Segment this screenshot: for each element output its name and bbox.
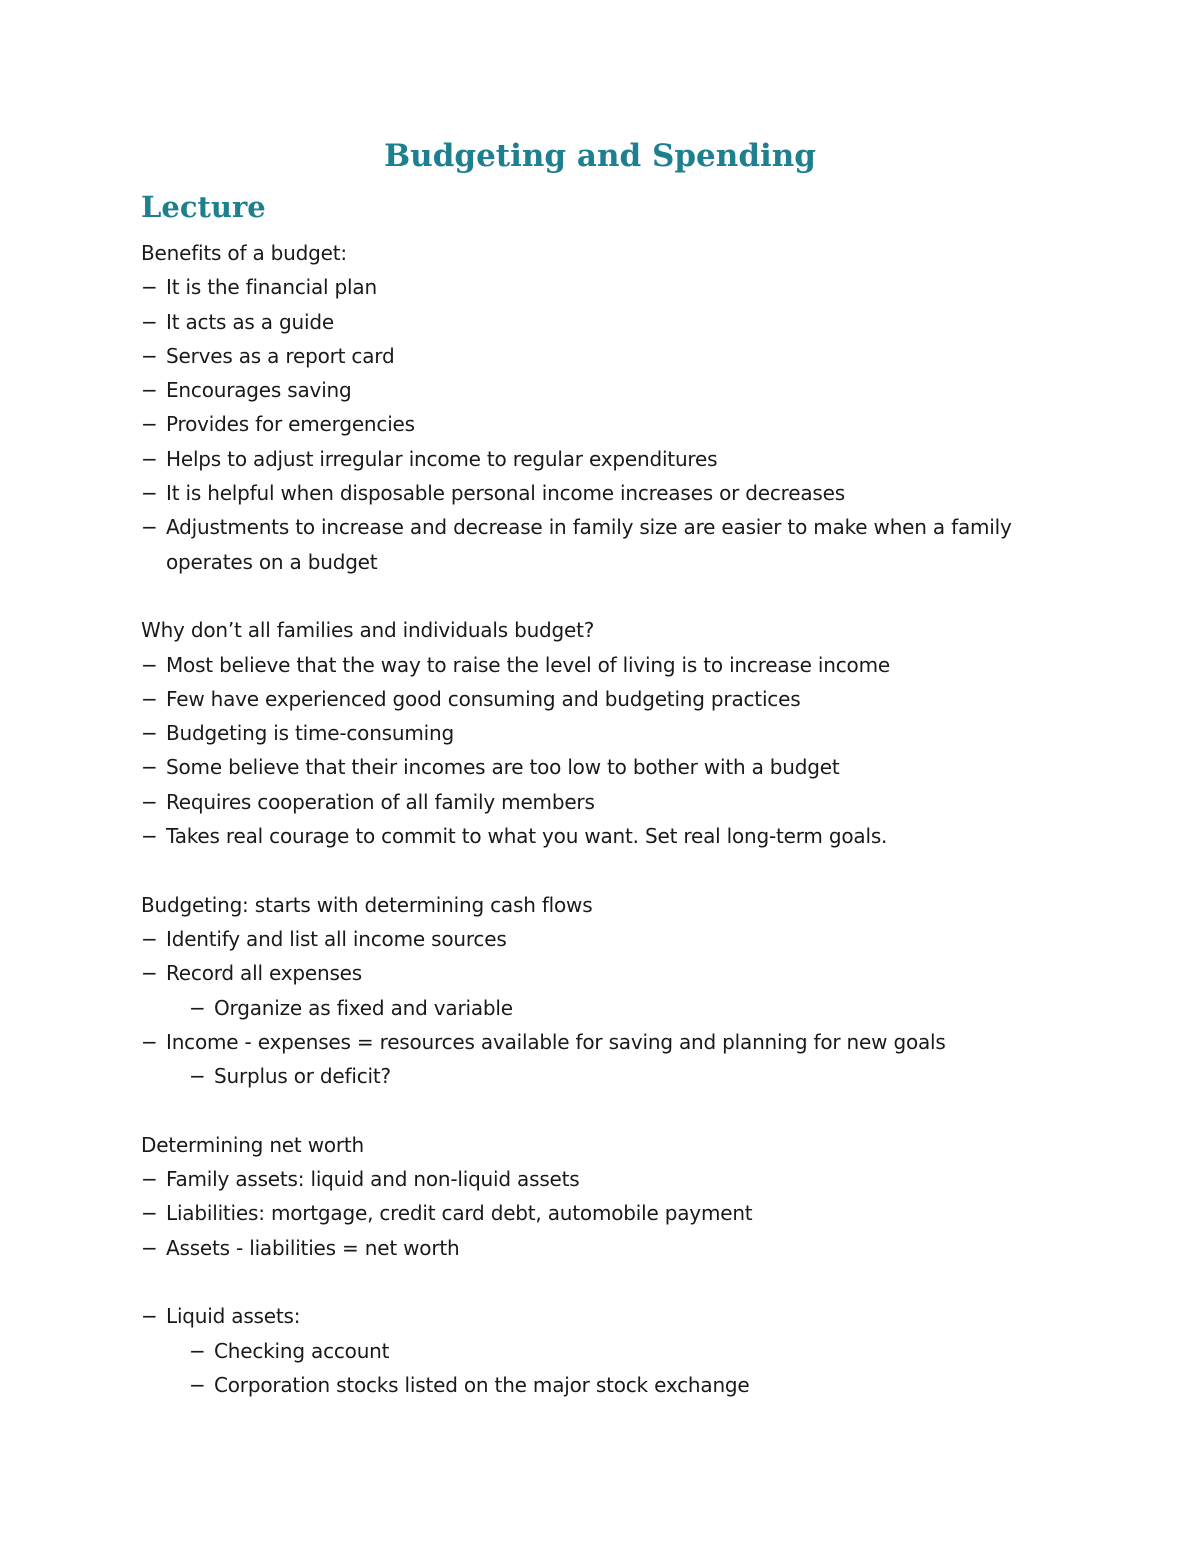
sub-list-item: − Checking account — [141, 1334, 1071, 1368]
list-item: − Budgeting is time-consuming — [141, 716, 1071, 750]
sub-list-item: − Organize as fixed and variable — [141, 991, 1071, 1025]
dash-bullet: − — [141, 1201, 158, 1226]
dash-bullet: − — [141, 824, 158, 849]
list-item: − Identify and list all income sources — [141, 922, 1071, 956]
list-item: − Requires cooperation of all family members — [141, 785, 1071, 819]
document-title: Budgeting and Spending — [383, 138, 816, 174]
list-item: − Family assets: liquid and non-liquid assets — [141, 1162, 1071, 1196]
list-item: − Assets - liabilities = net worth — [141, 1231, 1071, 1265]
dash-bullet: − — [141, 446, 158, 471]
dash-bullet: − — [189, 995, 206, 1020]
list-item: − Liquid assets: — [141, 1299, 1071, 1333]
dash-bullet: − — [141, 343, 158, 368]
list-item: − Serves as a report card — [141, 339, 1071, 373]
list-item: − It is helpful when disposable personal income increases or decreases — [141, 476, 1071, 510]
list-item: − Some believe that their incomes are too low to bother with a budget — [141, 750, 1071, 784]
list-item: − Adjustments to increase and decrease in family size are easier to make when a family operates on a budget — [141, 510, 1071, 579]
dash-bullet: − — [141, 1029, 158, 1054]
dash-bullet: − — [141, 686, 158, 711]
list-item: − Takes real courage to commit to what you want. Set real long-term goals. — [141, 819, 1071, 853]
dash-bullet: − — [141, 378, 158, 403]
dash-bullet: − — [141, 789, 158, 814]
list-item: − Few have experienced good consuming and budgeting practices — [141, 682, 1071, 716]
dash-bullet: − — [189, 1338, 206, 1363]
dash-bullet: − — [141, 481, 158, 506]
dash-bullet: − — [141, 926, 158, 951]
sub-list-item: − Corporation stocks listed on the major stock exchange — [141, 1368, 1071, 1402]
dash-bullet: − — [141, 1235, 158, 1260]
dash-bullet: − — [189, 1372, 206, 1397]
sub-list-item: − Surplus or deficit? — [141, 1059, 1071, 1093]
list-item: − Record all expenses — [141, 956, 1071, 990]
networth-heading: Determining net worth — [141, 1132, 365, 1157]
dash-bullet: − — [189, 1064, 206, 1089]
list-item: − Encourages saving — [141, 373, 1071, 407]
list-item: − It is the financial plan — [141, 270, 1071, 304]
list-item: − Most believe that the way to raise the level of living is to increase income — [141, 648, 1071, 682]
dash-bullet: − — [141, 412, 158, 437]
list-item: − Liabilities: mortgage, credit card debt, automobile payment — [141, 1196, 1071, 1230]
dash-bullet: − — [141, 721, 158, 746]
dash-bullet: − — [141, 1167, 158, 1192]
cashflows-heading: Budgeting: starts with determining cash flows — [141, 892, 593, 917]
spacer — [141, 579, 1071, 613]
list-item: − Helps to adjust irregular income to regular expenditures — [141, 442, 1071, 476]
list-item: − Provides for emergencies — [141, 407, 1071, 441]
spacer — [141, 1265, 1071, 1299]
list-item: − Income - expenses = resources available for saving and planning for new goals — [141, 1025, 1071, 1059]
dash-bullet: − — [141, 309, 158, 334]
list-item: − It acts as a guide — [141, 305, 1071, 339]
dash-bullet: − — [141, 275, 158, 300]
dash-bullet: − — [141, 961, 158, 986]
spacer — [141, 1093, 1071, 1127]
section-heading: Lecture — [141, 190, 266, 224]
dash-bullet: − — [141, 652, 158, 677]
dash-bullet: − — [141, 1304, 158, 1329]
benefits-heading: Benefits of a budget: — [141, 241, 347, 265]
document-body — [141, 236, 1071, 1402]
dash-bullet: − — [141, 755, 158, 780]
dash-bullet: − — [141, 515, 158, 540]
spacer — [141, 853, 1071, 887]
why-heading: Why don’t all families and individuals budget? — [141, 618, 595, 643]
